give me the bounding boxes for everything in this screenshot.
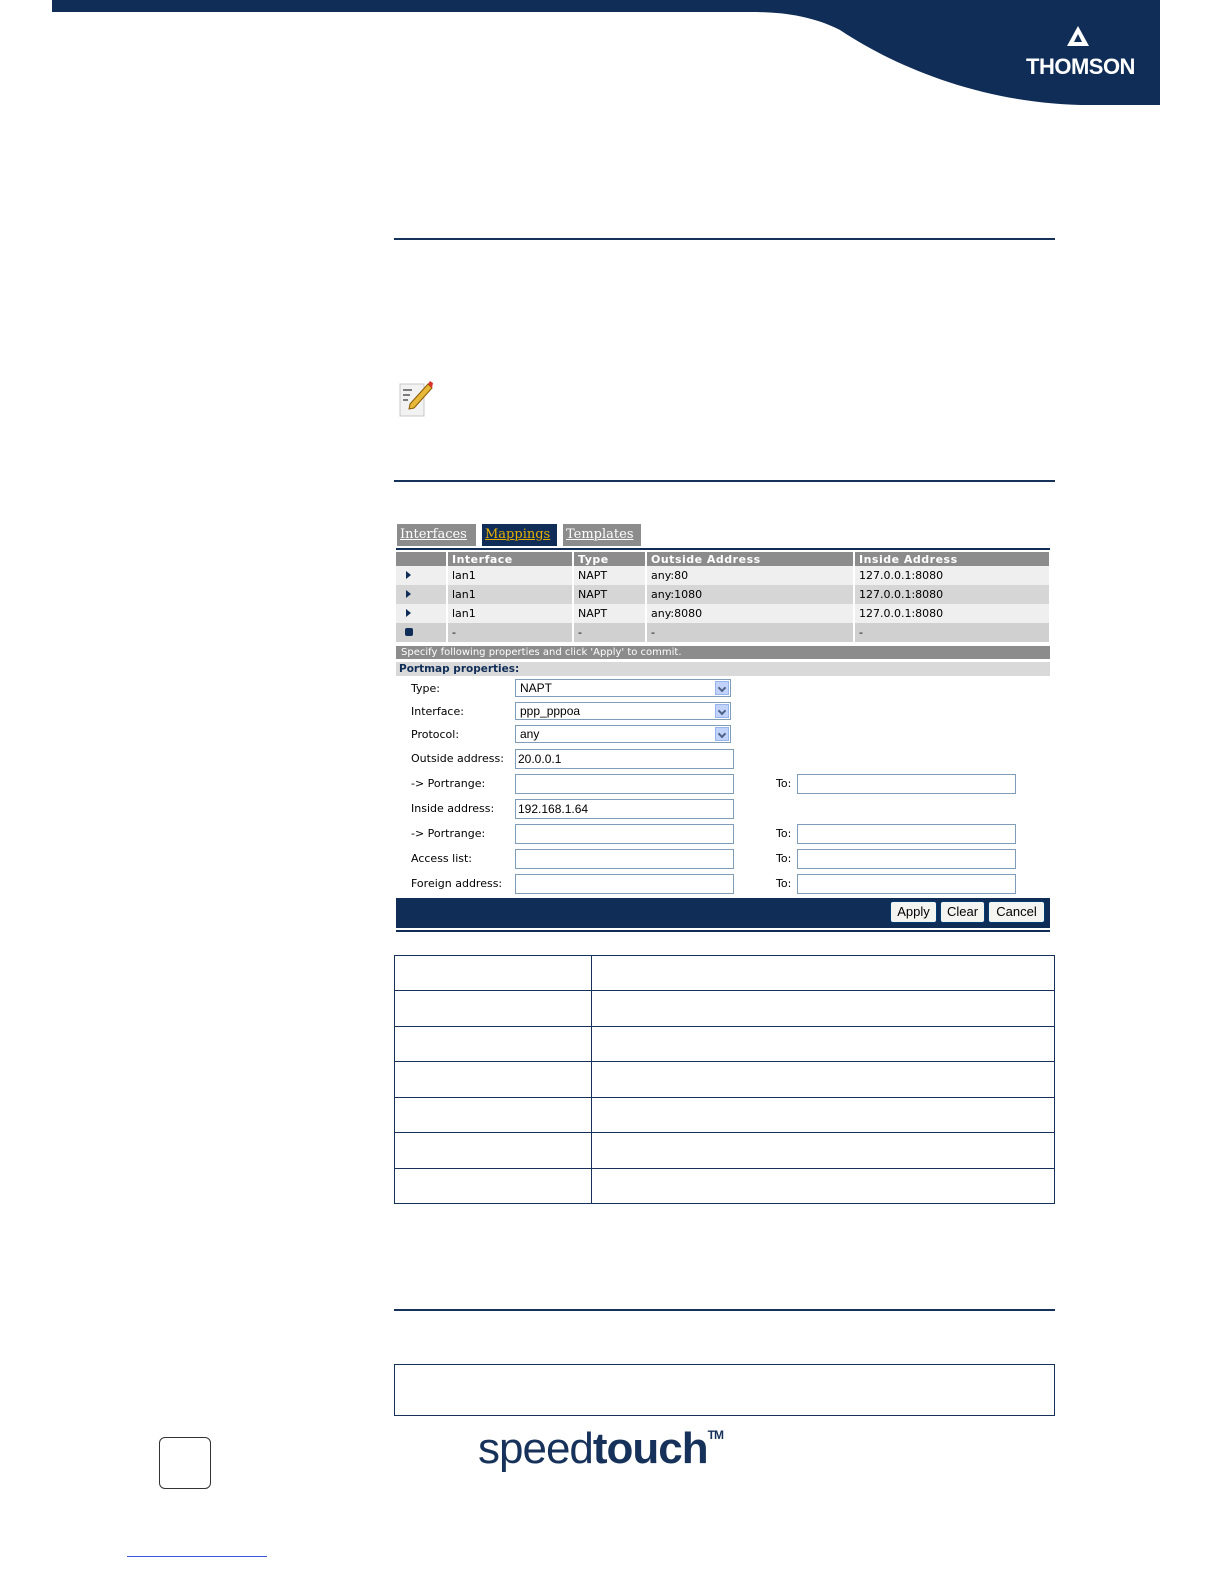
tab-interfaces[interactable]: Interfaces bbox=[397, 524, 476, 546]
access-list-label: Access list: bbox=[411, 852, 473, 865]
chevron-down-icon[interactable] bbox=[715, 727, 729, 741]
foreign-address-to-input[interactable] bbox=[797, 874, 1016, 894]
button-bar-underline bbox=[396, 930, 1050, 932]
foreign-address-label: Foreign address: bbox=[411, 877, 503, 890]
cancel-button[interactable]: Cancel bbox=[988, 901, 1045, 923]
table-row bbox=[395, 956, 1055, 991]
tab-templates[interactable]: Templates bbox=[563, 524, 641, 546]
chevron-down-icon[interactable] bbox=[715, 681, 729, 695]
speedtouch-logo: speedtouch™ bbox=[478, 1424, 723, 1473]
footer-link-underline[interactable] bbox=[127, 1556, 267, 1557]
inside-portrange-label: -> Portrange: bbox=[411, 827, 486, 840]
access-list-to-label: To: bbox=[776, 852, 792, 865]
inside-portrange-to-input[interactable] bbox=[797, 824, 1016, 844]
section-rule-2 bbox=[394, 480, 1055, 482]
access-list-from-input[interactable] bbox=[515, 849, 734, 869]
col-header-inside: Inside Address bbox=[854, 552, 1050, 566]
outside-portrange-from-input[interactable] bbox=[515, 774, 734, 794]
outside-portrange-label: -> Portrange: bbox=[411, 777, 486, 790]
type-select[interactable]: NAPT bbox=[515, 679, 731, 697]
table-row bbox=[395, 1168, 1055, 1203]
inside-portrange-from-input[interactable] bbox=[515, 824, 734, 844]
table-row[interactable]: lan1 NAPT any:8080 127.0.0.1:8080 bbox=[396, 604, 1050, 623]
portmap-properties-title: Portmap properties: bbox=[396, 662, 1050, 676]
table-header-row bbox=[396, 552, 1050, 566]
empty-info-box bbox=[394, 1364, 1055, 1416]
thomson-logo-icon bbox=[1066, 25, 1090, 49]
tab-mappings[interactable]: Mappings bbox=[482, 524, 557, 546]
table-row bbox=[395, 1097, 1055, 1132]
foreign-address-to-label: To: bbox=[776, 877, 792, 890]
table-row[interactable]: lan1 NAPT any:80 127.0.0.1:8080 bbox=[396, 566, 1050, 585]
access-list-to-input[interactable] bbox=[797, 849, 1016, 869]
chevron-down-icon[interactable] bbox=[715, 704, 729, 718]
inside-portrange-to-label: To: bbox=[776, 827, 792, 840]
col-header-type: Type bbox=[573, 552, 646, 566]
table-row[interactable]: lan1 NAPT any:1080 127.0.0.1:8080 bbox=[396, 585, 1050, 604]
row-expand-arrow-icon[interactable] bbox=[406, 571, 411, 579]
table-row-new[interactable]: - - - - bbox=[396, 623, 1050, 642]
interface-label: Interface: bbox=[411, 705, 464, 718]
portmap-ui bbox=[396, 524, 1050, 932]
outside-portrange-to-label: To: bbox=[776, 777, 792, 790]
section-rule-3 bbox=[394, 1309, 1055, 1311]
outside-address-input[interactable]: 20.0.0.1 bbox=[515, 749, 734, 769]
col-header-outside: Outside Address bbox=[646, 552, 854, 566]
protocol-label: Protocol: bbox=[411, 728, 460, 741]
page-number-box bbox=[159, 1437, 211, 1489]
apply-button[interactable]: Apply bbox=[890, 901, 937, 923]
section-rule-1 bbox=[394, 238, 1055, 240]
col-header-select bbox=[396, 552, 447, 566]
row-expand-arrow-icon[interactable] bbox=[406, 609, 411, 617]
outside-address-label: Outside address: bbox=[411, 752, 504, 765]
col-header-interface: Interface bbox=[447, 552, 573, 566]
commit-hint: Specify following properties and click 'Apply' to commit. bbox=[396, 646, 1050, 659]
inside-address-label: Inside address: bbox=[411, 802, 495, 815]
table-row bbox=[395, 1026, 1055, 1061]
row-edit-square-icon[interactable] bbox=[405, 628, 413, 636]
note-pencil-icon bbox=[398, 378, 434, 420]
table-row bbox=[395, 1062, 1055, 1097]
mappings-table bbox=[396, 552, 1051, 642]
table-row bbox=[395, 991, 1055, 1026]
tab-underline bbox=[396, 548, 1050, 550]
thomson-wordmark: THOMSON bbox=[1026, 54, 1135, 79]
table-row bbox=[395, 1133, 1055, 1168]
interface-select[interactable]: ppp_pppoa bbox=[515, 702, 731, 720]
button-bar bbox=[396, 898, 1050, 928]
inside-address-input[interactable]: 192.168.1.64 bbox=[515, 799, 734, 819]
parameter-table bbox=[394, 955, 1055, 1204]
protocol-select[interactable]: any bbox=[515, 725, 731, 743]
row-expand-arrow-icon[interactable] bbox=[406, 590, 411, 598]
type-label: Type: bbox=[411, 682, 440, 695]
foreign-address-from-input[interactable] bbox=[515, 874, 734, 894]
clear-button[interactable]: Clear bbox=[940, 901, 985, 923]
outside-portrange-to-input[interactable] bbox=[797, 774, 1016, 794]
